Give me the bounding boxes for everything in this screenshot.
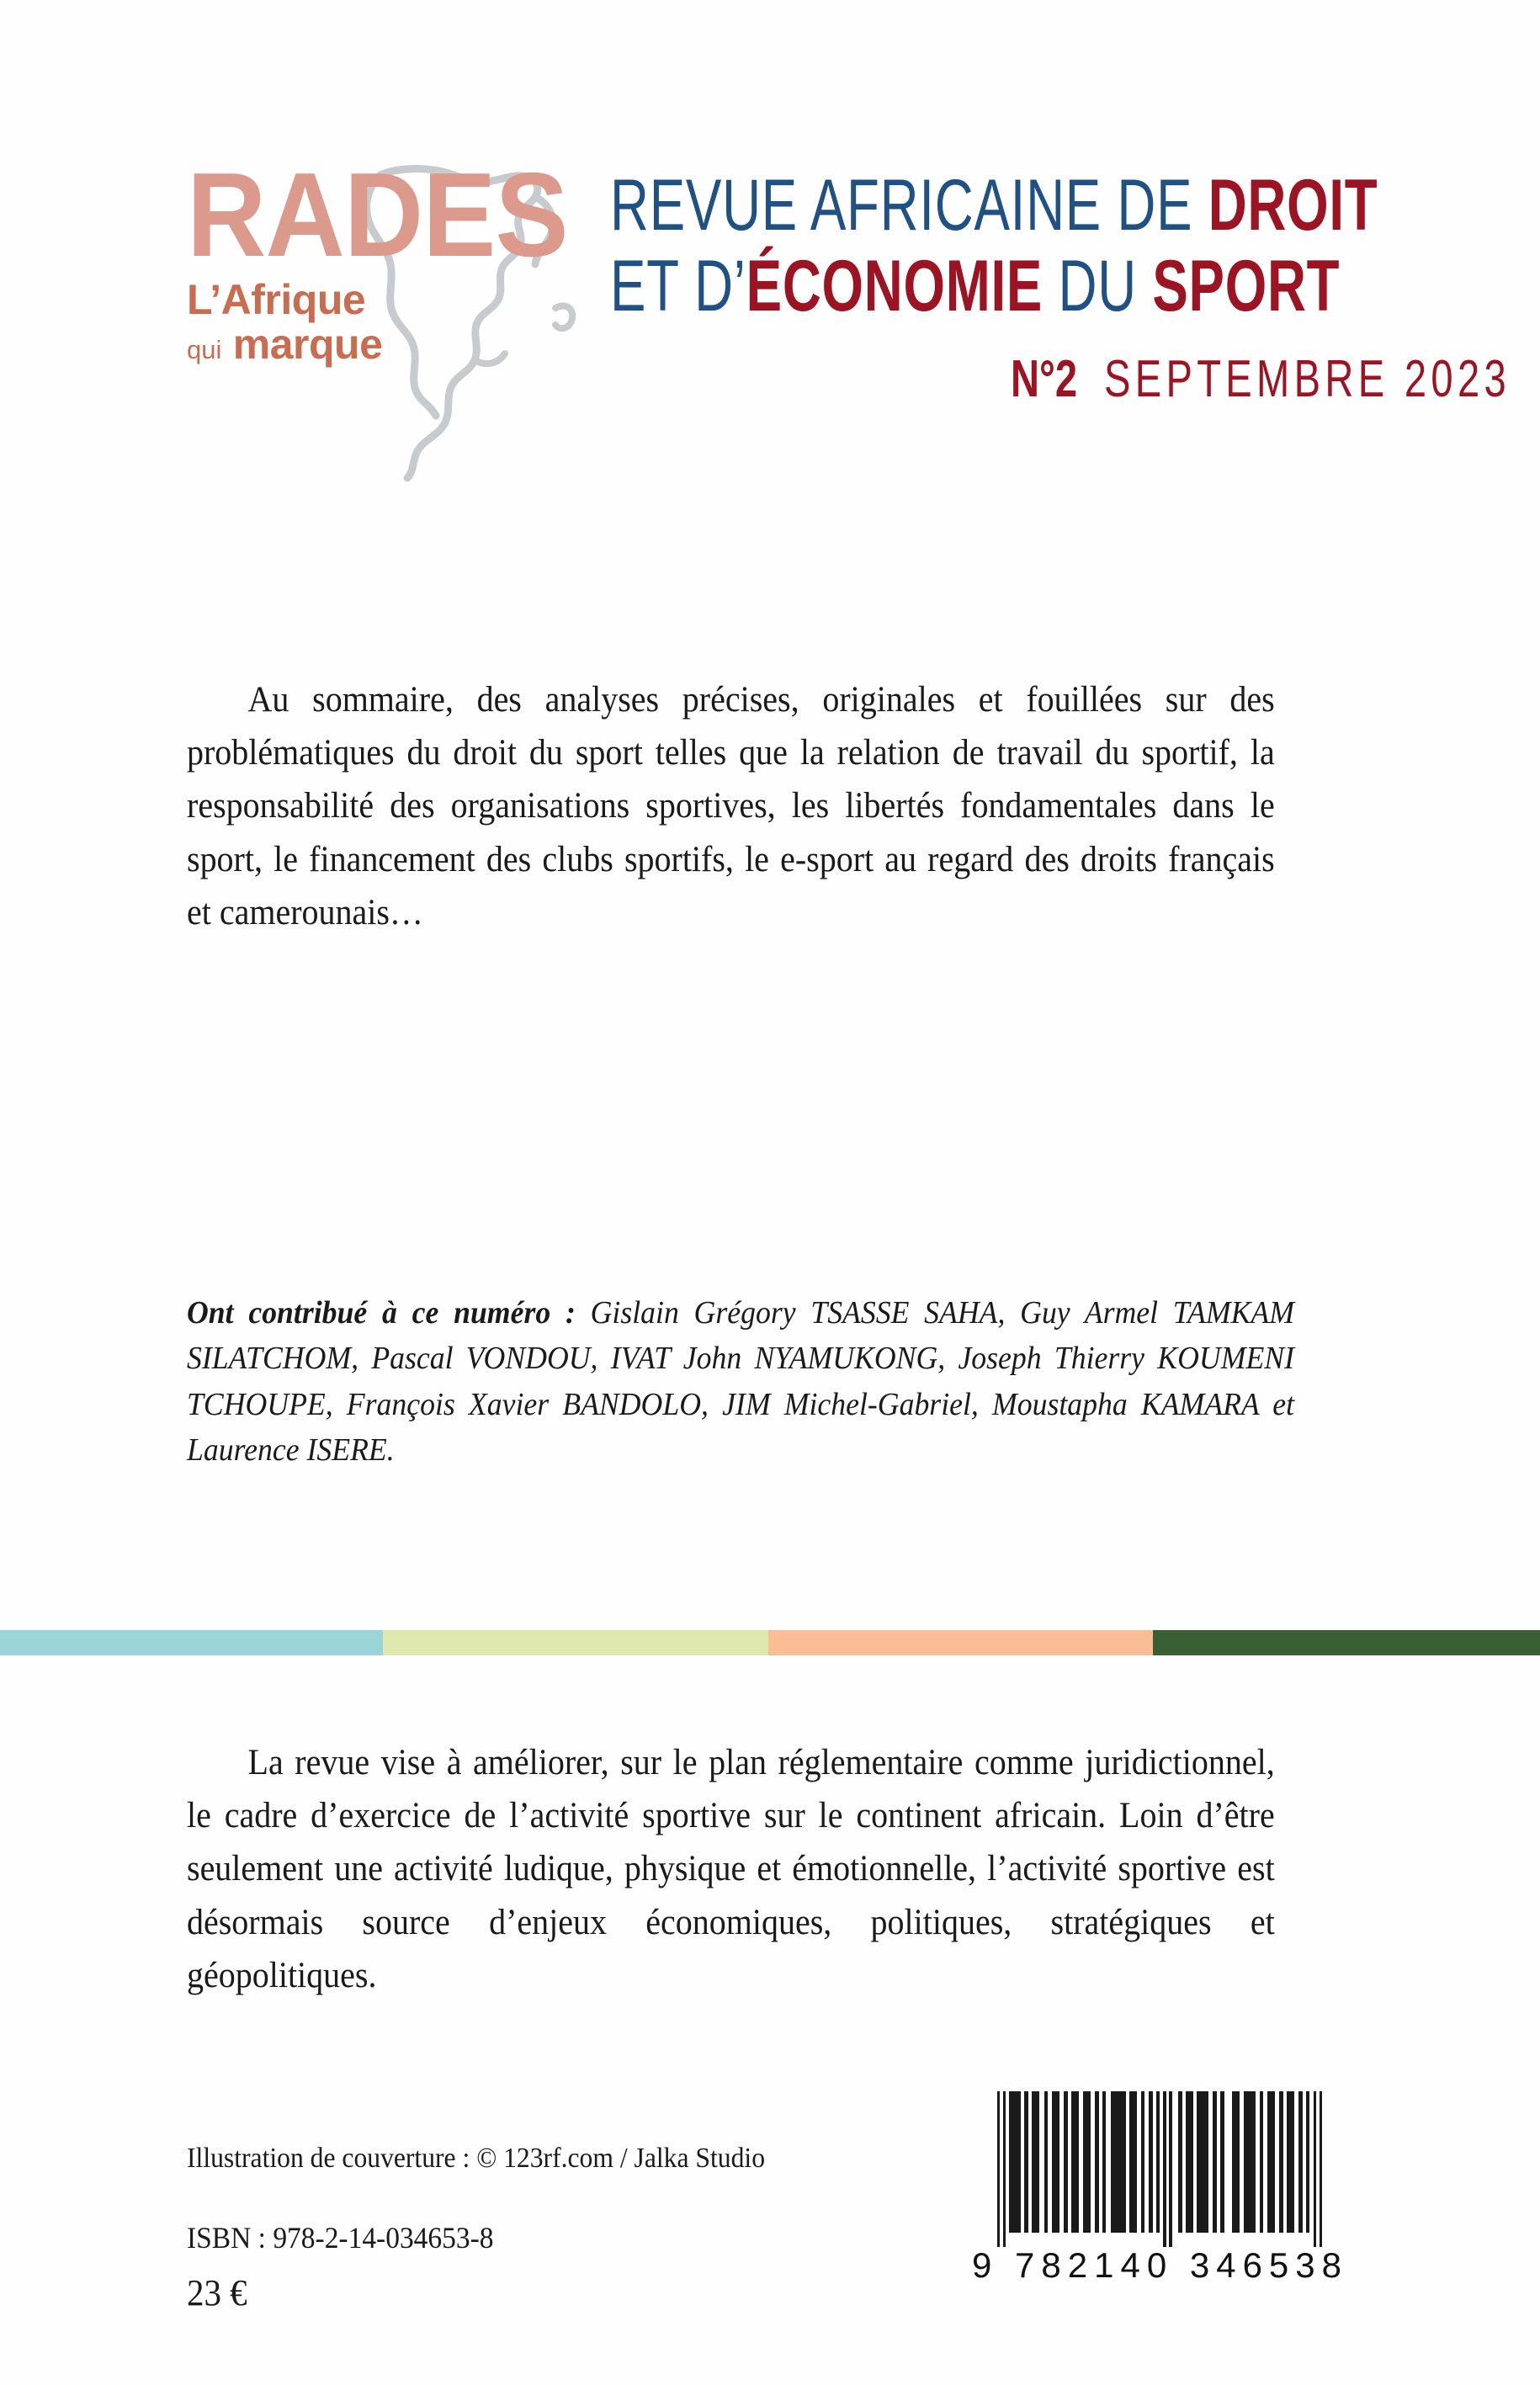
logo-tagline-line2	[187, 321, 582, 369]
contributors-paragraph	[187, 1290, 1294, 1473]
title-economie: ÉCONOMIE	[746, 246, 1043, 327]
isbn-text: ISBN : 978-2-14-034653-8	[187, 2220, 494, 2255]
issue-number: N°2	[1010, 349, 1078, 408]
contributors-names: Gislain Grégory TSASSE SAHA, Guy Armel TAMKAM SILATCHOM, Pascal VONDOU, IVAT John NYAMUKONG, Joseph Thierry KOUMENI TCHOUPE, François Xavier BANDOLO, JIM Michel-Gabriel, Moustapha KAMARA et Laurence ISERE.	[187, 1295, 1294, 1468]
logo-tagline-line1: L’Afrique	[187, 276, 366, 324]
masthead	[0, 0, 1540, 471]
summary-paragraph: Au sommaire, des analyses précises, originales et fouillées sur des problématiques du droit du sport telles que la relation de travail du sportif, la responsabilité des organisations sportives, les libertés fondamentales dans le sport, le financement des clubs sportifs, le e-sport au regard des droits français et camerounais…	[187, 680, 1275, 932]
color-stripe	[0, 1630, 1540, 1655]
journal-title-line-2	[610, 246, 1341, 327]
stripe-segment-yellow-green	[383, 1630, 768, 1655]
contributors-label: Ont contribué à ce numéro :	[187, 1295, 576, 1331]
logo-wordmark: RADES	[187, 148, 568, 282]
issue-line	[826, 349, 1511, 409]
issue-date: SEPTEMBRE 2023	[1103, 349, 1511, 408]
journal-title-line-1	[610, 165, 1378, 246]
title-du: DU	[1043, 246, 1153, 327]
title-droit: DROIT	[1208, 165, 1378, 246]
logo-tagline-qui: qui	[187, 335, 222, 365]
stripe-segment-peach	[768, 1630, 1153, 1655]
title-revue-africaine-de: REVUE AFRICAINE DE	[610, 165, 1208, 246]
cover-credit: Illustration de couverture : © 123rf.com / Jalka Studio	[187, 2143, 766, 2174]
title-sport: SPORT	[1152, 246, 1341, 327]
rades-logo	[187, 148, 582, 369]
barcode-digits: 9 782140 346538	[972, 2245, 1348, 2285]
stripe-segment-dark-green	[1153, 1630, 1540, 1655]
logo-tagline-marque: marque	[232, 321, 383, 369]
price-text: 23 €	[187, 2271, 247, 2313]
journal-title-block	[610, 165, 1511, 409]
footer	[187, 2142, 891, 2316]
mission-paragraph: La revue vise à améliorer, sur le plan réglementaire comme juridictionnel, le cadre d’exercice de l’activité sportive sur le continent africain. Loin d’être seulement une activité ludique, physique et émotionnelle, l’activité sportive est désormais source d’enjeux économiques, politiques, stratégiques et géopolitiques.	[187, 1743, 1275, 1995]
stripe-segment-teal	[0, 1630, 383, 1655]
title-et-d: ET D’	[610, 246, 746, 327]
